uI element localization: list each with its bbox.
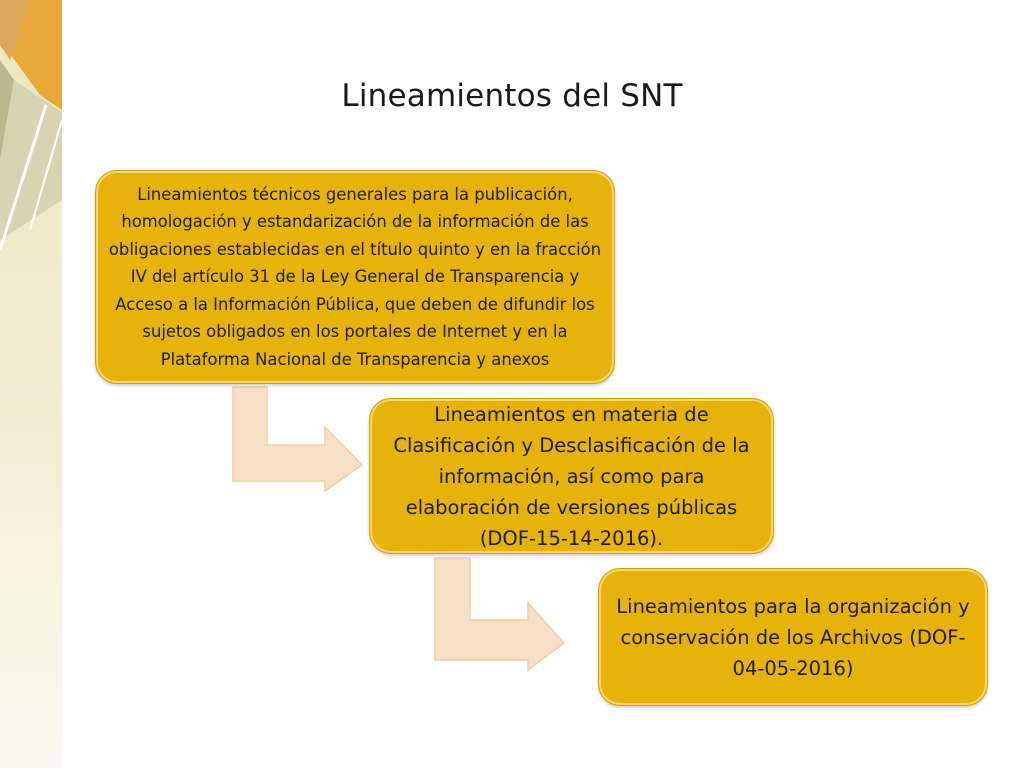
guideline-box-1 (95, 170, 615, 384)
guideline-box-2 (369, 398, 774, 554)
guideline-box-1-text: Lineamientos técnicos generales para la publicación, homologación y estandarización de la información de las obligaciones establecidas en el título quinto y en la fracción IV del artículo 31 de la Ley General de Transparencia y Acceso a la Información Pública, que deben de difundir los sujetos obligados en los portales de Internet y en la Plataforma Nacional de Transparencia y anexos (108, 184, 602, 369)
guideline-box-3-text: Lineamientos para la organización y conservación de los Archivos (DOF-04-05-2016) (616, 594, 970, 680)
connector-arrow-1 (230, 385, 370, 495)
connector-arrow-2 (430, 556, 570, 674)
left-decoration (0, 0, 62, 768)
guideline-box-2-text: Lineamientos en materia de Clasificación y Desclasificación de la información, así como para elaboración de versiones públicas (DOF-15-14-2016). (393, 402, 750, 550)
guideline-box-3 (598, 568, 988, 706)
page-title: Lineamientos del SNT (341, 78, 683, 114)
